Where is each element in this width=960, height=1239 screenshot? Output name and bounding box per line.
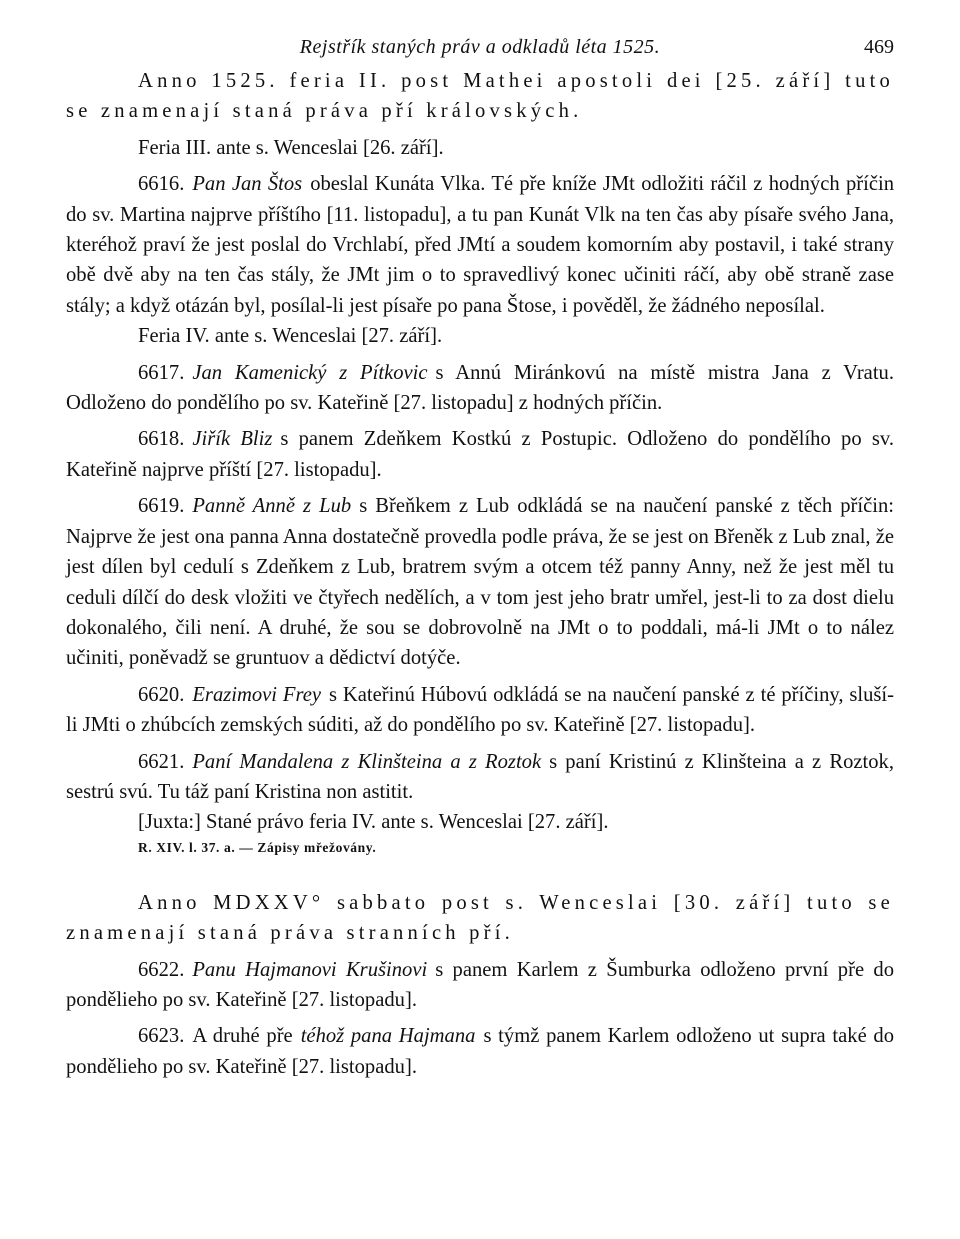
session-heading: Anno 1525. feria II. post Mathei apostoli dei [25. září] tuto se znamenají staná práva pří královských. xyxy=(66,70,894,123)
entry-6618 xyxy=(66,424,894,485)
entry-text: s paní Kristinú z Klinšteina a z Roztok, sestrú svú. Tu táž paní Kristina non astitit. xyxy=(66,750,894,803)
entry-6621 xyxy=(66,747,894,808)
entry-text: s Břeňkem z Lub odkládá se na naučení panské z těch příčin: Najprve že jest ona panna Anna dostatečně provedla podle práva, že se jest on Břeněk z Lub znal, že jest dílen byl cedulí s Zdeňkem z Lub, bratrem svým a otcem též panny Anny, než že jest měl tu ceduli dílčí do desk vložiti ve čtyřech nedělích, a v tom jest jeho bratr umřel, jest-li to za dost dielu dokonalého, čili není. A druhé, že sou se dobrovolně na JMt o to poddali, má-li JMt o to nález učiniti, poněvadž se gruntuov a dědictví dotýče. xyxy=(66,495,894,670)
running-title: Rejstřík staných práv a odkladů léta 1525. xyxy=(299,36,661,58)
document-page xyxy=(66,32,894,1082)
entry-number: 6620. xyxy=(138,683,185,706)
entry-6619 xyxy=(66,491,894,673)
entry-number: 6623. xyxy=(138,1025,185,1048)
entry-6617 xyxy=(66,358,894,419)
entry-party-name: Paní Mandalena z Klinšteina a z Roztok xyxy=(192,750,542,773)
entry-text: s týmž panem Karlem odloženo ut supra také do pondělieho po sv. Kateřině [27. listopadu]. xyxy=(66,1025,895,1078)
entry-party-name: Pan Jan Štos xyxy=(192,173,303,196)
entry-text: s panem Karlem z Šumburka odloženo první pře do pondělieho po sv. Kateřině [27. listopadu]. xyxy=(66,958,894,1011)
entry-prefix: A druhé pře xyxy=(192,1025,293,1048)
page-number: 469 xyxy=(864,36,894,58)
session-heading: Anno MDXXV° sabbato post s. Wenceslai [30. září] tuto se znamenají staná práva stranních pří. xyxy=(66,891,894,945)
entry-party-name: Erazimovi Frey xyxy=(192,683,322,706)
entry-6623 xyxy=(66,1021,894,1082)
entry-number: 6622. xyxy=(138,958,185,981)
entry-6622 xyxy=(66,955,894,1016)
entry-number: 6616. xyxy=(138,173,185,196)
entry-number: 6621. xyxy=(138,750,185,773)
entry-6616 xyxy=(66,169,894,321)
juxta-line: [Juxta:] Stané právo feria IV. ante s. Wenceslai [27. září]. xyxy=(138,811,609,834)
entry-party-name: Panně Anně z Lub xyxy=(192,495,352,518)
entry-number: 6619. xyxy=(138,495,185,518)
date-line: Feria III. ante s. Wenceslai [26. září]. xyxy=(138,136,444,159)
entry-text: obeslal Kunáta Vlka. Té pře kníže JMt odložiti ráčil z hodných příčin do sv. Martina najprve příštího [11. listopadu], a tu pan Kunát Vlk na ten čas aby písaře svého Jana, kteréhož praví že jest poslal do Vrchlabí, před JMtí a soudem komorním aby postavil, i také strany obě dvě aby na ten čas stály, že JMt jim o to spravedlivý konec učiniti ráčí, aby obě straně zase stály; a když otázán byl, posílal-li jest písaře po pana Štose, i pověděl, že žádného neposílal. xyxy=(66,173,894,317)
entry-text: s Kateřinú Húbovú odkládá se na naučení panské z té příčiny, sluší-li JMti o zhúbcích zemských súditi, až do pondělího po sv. Kateřině [27. listopadu]. xyxy=(66,683,895,737)
date-line: Feria IV. ante s. Wenceslai [27. září]. xyxy=(138,325,443,348)
entry-6620 xyxy=(66,680,894,741)
entry-text: s panem Zdeňkem Kostkú z Postupic. Odloženo do pondělího po sv. Kateřině najprve příští [27. listopadu]. xyxy=(66,428,894,481)
entry-party-name: Panu Hajmanovi Krušinovi xyxy=(192,958,428,981)
entry-party-name: Jan Kamenický z Pítkovic xyxy=(192,361,428,384)
entry-number: 6617. xyxy=(138,361,185,384)
entry-party-name: Jiřík Bliz xyxy=(192,428,273,451)
source-note: R. XIV. l. 37. a. — Zápisy mřežovány. xyxy=(138,839,377,855)
entry-party-name: téhož pana Hajmana xyxy=(300,1025,476,1048)
entry-text: s Annú Miránkovú na místě mistra Jana z Vratu. Odloženo do pondělího po sv. Kateřině [27. listopadu] z hodných příčin. xyxy=(66,361,894,415)
page-header xyxy=(66,32,894,66)
entry-number: 6618. xyxy=(138,428,185,451)
